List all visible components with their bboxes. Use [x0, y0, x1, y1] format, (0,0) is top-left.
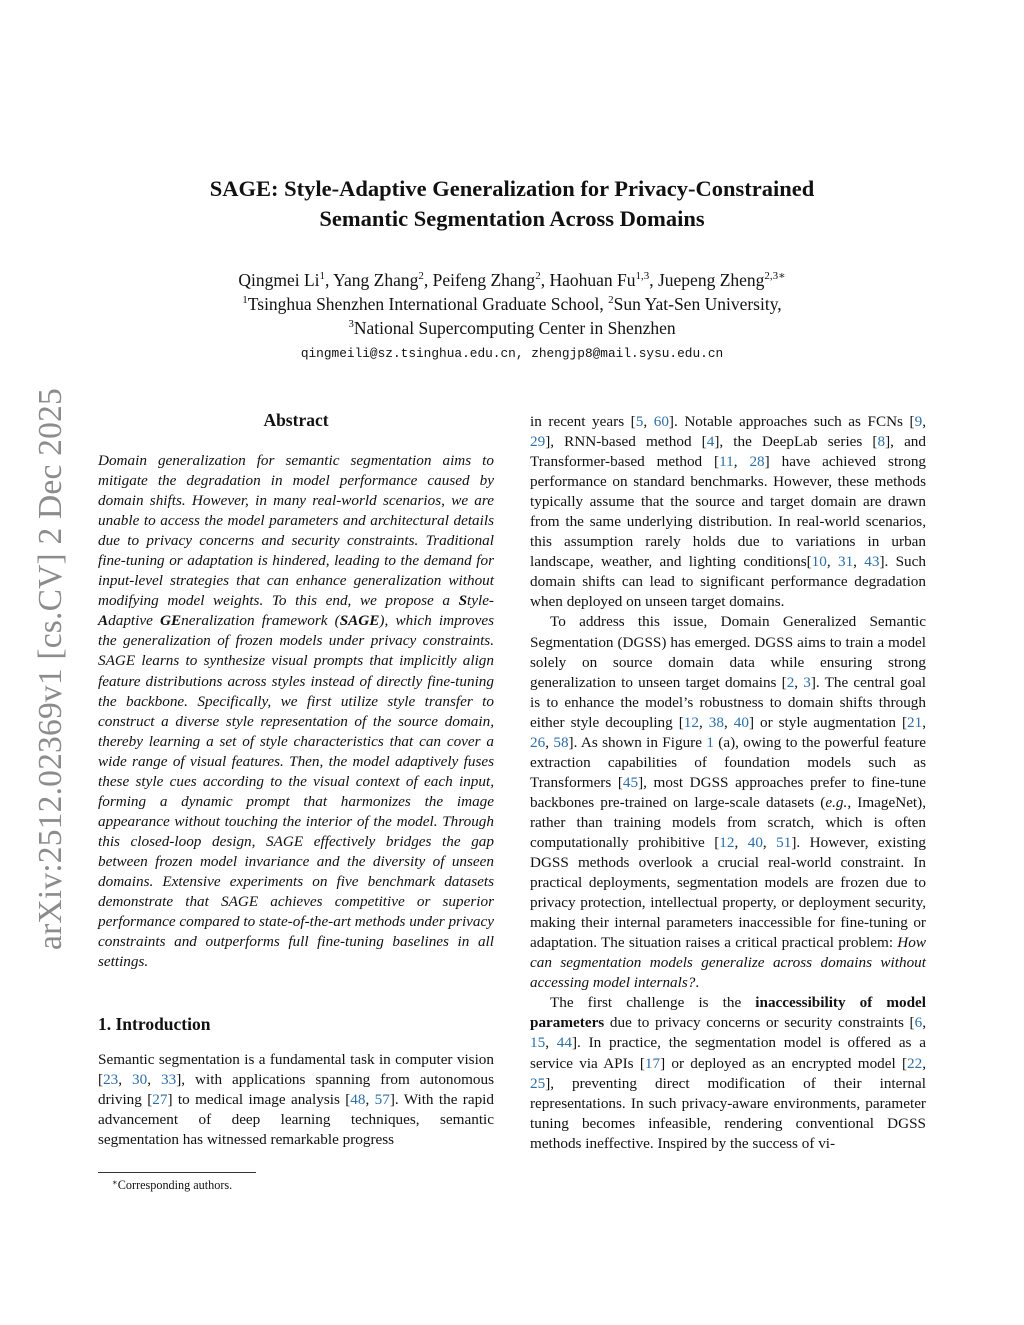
text-run: ], RNN-based method [ [545, 433, 707, 451]
paper-title [130, 174, 894, 234]
text-run: ]. Such domain shifts can lead to significant performance degradation when deployed on unseen target domains. [530, 553, 926, 611]
citation-link[interactable]: 31 [837, 553, 854, 571]
text-run: ], with applications spanning from autonomous driving [ [98, 1071, 495, 1109]
citation-link[interactable]: 45 [622, 773, 639, 791]
footnote-mark: ∗ [112, 1177, 118, 1187]
body-paragraph [530, 412, 926, 612]
bold-emphasis: inaccessibility of model parameters [530, 994, 926, 1032]
text-run: , [698, 713, 709, 731]
abstract-bold: S [458, 592, 468, 610]
footnote-text: Corresponding authors. [117, 1178, 233, 1192]
citation-link[interactable]: 15 [530, 1034, 546, 1052]
author-name: Yang Zhang [333, 270, 419, 290]
abstract-bold: SAGE [339, 612, 380, 630]
text-run: Semantic segmentation is a fundamental task in computer vision [ [98, 1051, 494, 1089]
citation-link[interactable]: 60 [653, 413, 669, 430]
text-run: , [545, 733, 554, 751]
abstract-part: daptive [108, 612, 161, 630]
citation-link[interactable]: 8 [877, 433, 886, 451]
citation-link[interactable]: 12 [683, 713, 699, 731]
text-run: ]. With the rapid advancement of deep learning techniques, semantic segmentation has witnessed remarkable progress [98, 1091, 494, 1149]
research-question: How can segmentation models generalize across domains without accessing model internals? [530, 934, 926, 992]
text-run: , [794, 673, 804, 691]
text-run: in recent years [ [530, 413, 636, 430]
citation-link[interactable]: 40 [747, 833, 763, 851]
citation-link[interactable]: 28 [749, 453, 765, 471]
citation-link[interactable]: 3 [803, 673, 811, 691]
citation-link[interactable]: 17 [644, 1054, 661, 1072]
text-run: ], most DGSS approaches prefer to fine-tune backbones pre-trained on large-scale datasets ( [530, 773, 926, 811]
text-run: , [922, 713, 927, 731]
affiliation-line-1 [110, 292, 914, 316]
abstract-text [98, 451, 494, 972]
text-run: , [545, 1034, 557, 1052]
author-name: Qingmei Li [238, 270, 320, 290]
citation-link[interactable]: 48 [350, 1091, 366, 1109]
body-paragraph [530, 993, 926, 1153]
citation-link[interactable]: 25 [530, 1074, 546, 1092]
text-run: ], preventing direct modification of their internal representations. In such privacy-aware environments, parameter tuning becomes infeasible, rendering conventional DGSS methods ineffective. Inspired by the success of vi- [530, 1074, 926, 1152]
author-list: Qingmei Li$^1$, Yang Zhang$^2$, Peifeng Zhang$^2$, Haohuan Fu$^{1,3}$, Juepeng Zheng$^{2,3∗}$ [238, 270, 786, 290]
citation-link[interactable]: 30 [132, 1071, 148, 1089]
citation-link[interactable]: 6 [914, 1014, 923, 1032]
figure-link[interactable]: 1 [706, 733, 714, 751]
section-heading-introduction: 1. Introduction [98, 1014, 211, 1035]
text-run: , [723, 713, 734, 731]
text-run: , [762, 833, 777, 851]
text-run: , [118, 1071, 133, 1089]
abstract-bold: GE [160, 612, 182, 630]
author-name: Peifeng Zhang [432, 270, 536, 290]
text-run: ], and Transformer-based method [ [530, 433, 926, 471]
affiliation-mark: 2 [608, 294, 614, 306]
abstract-bold: A [98, 612, 109, 630]
text-run: ]. The central goal is to enhance the model’s robustness to domain shifts through either style decoupling [ [530, 673, 927, 731]
abstract-part: Domain generalization for semantic segmentation aims to mitigate the degradation in model performance caused by domain shifts. However, in many real-world scenarios, we are unable to access the model parameters and architectural details due to privacy concerns and security constraints. Traditional fine-tuning or adaptation is hindered, leading to the demand for input-level strategies that can enhance generalization without modifying model weights. To this end, we propose a [98, 452, 494, 610]
citation-link[interactable]: 29 [530, 433, 546, 451]
citation-link[interactable]: 43 [864, 553, 880, 571]
text-run: To address this issue, Domain Generalized Semantic Segmentation (DGSS) has emerged. DGSS aims to train a model solely on source domain data while ensuring strong generalization to unseen target domains [ [530, 613, 926, 691]
text-run: , [922, 1014, 926, 1032]
affiliation-mark: 1 [242, 294, 248, 306]
text-run: (a), owing to the powerful feature extraction capabilities of foundation models such as Transformers [ [530, 733, 927, 791]
affiliation-line-2 [110, 316, 914, 340]
text-run: ]. Notable approaches such as FCNs [ [668, 413, 915, 430]
text-run: , [826, 553, 838, 571]
citation-link[interactable]: 10 [811, 553, 827, 571]
text-run: ]. As shown in Figure [568, 733, 707, 751]
text-run: , [365, 1091, 375, 1109]
citation-link[interactable]: 12 [719, 833, 735, 851]
author-block [110, 268, 914, 340]
text-run: ]. However, existing DGSS methods overlook a crucial real-world constraint. In practical deployments, segmentation models are frozen due to privacy protection, intellectual property, or deployment security, making their internal parameters inaccessible for fine-tuning or adaptation. The situation raises a critical practical problem: [530, 833, 927, 952]
author-affiliation-mark: 1,3 [635, 270, 650, 282]
citation-link[interactable]: 11 [719, 453, 734, 471]
text-run: , ImageNet), rather than training models from scratch, which is often computationally prohibitive [ [530, 793, 927, 851]
citation-link[interactable]: 26 [530, 733, 546, 751]
text-run: , [643, 413, 654, 430]
citation-link[interactable]: 22 [907, 1054, 923, 1072]
citation-link[interactable]: 40 [733, 713, 749, 731]
arxiv-identifier-stamp: arXiv:2512.02369v1 [cs.CV] 2 Dec 2025 [32, 388, 69, 950]
abstract-part: tyle- [467, 592, 494, 610]
author-affiliation-mark: 2 [535, 270, 541, 282]
affiliation-nscc: National Supercomputing Center in Shenzhen [353, 318, 676, 338]
title-line-2: Semantic Segmentation Across Domains [319, 206, 705, 231]
author-affiliation-mark: 2 [418, 270, 424, 282]
citation-link[interactable]: 9 [914, 413, 923, 430]
text-run: , [147, 1071, 162, 1089]
footnote-divider [98, 1172, 256, 1173]
right-column [530, 412, 926, 1154]
text-run: ] to medical image analysis [ [167, 1091, 351, 1109]
citation-link[interactable]: 4 [706, 433, 715, 451]
left-column [98, 408, 494, 1150]
abstract-part: ), which improves the generalization of frozen models under privacy constraints. SAGE learns to synthesize visual prompts that implicitly align feature distributions across styles instead of directly fine-tuning the backbone. Specifically, we first utilize style transfer to construct a diverse style representation of the source domain, thereby learning a set of style characteristics that can cover a wide range of visual features. Then, the model adaptively fuses these style cues according to the visual context of each input, forming a dynamic prompt that harmonizes the image appearance without touching the interior of the model. Through this closed-loop design, SAGE effectively bridges the gap between frozen model invariance and the diversity of unseen domains. Extensive experiments on five benchmark datasets demonstrate that SAGE achieves competitive or superior performance compared to state-of-the-art methods under privacy constraints and outperforms full fine-tuning baselines in all settings. [98, 612, 494, 971]
citation-link[interactable]: 38 [708, 713, 724, 731]
text-run: ] or style augmentation [ [748, 713, 908, 731]
citation-link[interactable]: 21 [907, 713, 923, 731]
text-run: ], the DeepLab series [ [714, 433, 878, 451]
citation-link[interactable]: 51 [776, 833, 792, 851]
text-run: , [733, 453, 750, 471]
citation-link[interactable]: 33 [161, 1071, 177, 1089]
author-name: Juepeng Zheng [657, 270, 765, 290]
text-run: , [853, 553, 865, 571]
body-paragraph [530, 612, 926, 993]
author-emails: qingmeili@sz.tsinghua.edu.cn, zhengjp8@mail.sysu.edu.cn [300, 346, 724, 361]
author-affiliation-mark: 2,3∗ [764, 270, 786, 282]
abstract-part: neralization framework ( [181, 612, 340, 630]
italic-abbrev: e.g. [825, 793, 848, 811]
text-run: ]. In practice, the segmentation model is offered as a service via APIs [ [530, 1034, 926, 1072]
footnote [112, 1177, 232, 1193]
text-run: , [734, 833, 748, 851]
title-line-1: SAGE: Style-Adaptive Generalization for Privacy-Constrained [209, 176, 815, 201]
text-run: due to privacy concerns or security constraints [ [604, 1014, 915, 1032]
citation-link[interactable]: 27 [152, 1091, 168, 1109]
affiliation-sysu: Sun Yat-Sen University, [613, 294, 782, 314]
citation-link[interactable]: 5 [635, 413, 644, 430]
text-run: . [695, 974, 700, 992]
author-affiliation-mark: 1 [319, 270, 326, 282]
affiliation-tsinghua: Tsinghua Shenzhen International Graduate School, [247, 294, 604, 314]
text-run: The first challenge is the [550, 994, 756, 1012]
citation-link[interactable]: 23 [103, 1071, 119, 1089]
text-run: , [922, 1054, 926, 1072]
abstract-heading: Abstract [263, 410, 329, 430]
citation-link[interactable]: 58 [553, 733, 569, 751]
citation-link[interactable]: 2 [786, 673, 795, 691]
affiliation-mark: 3 [348, 318, 354, 330]
citation-link[interactable]: 44 [556, 1034, 572, 1052]
intro-paragraph [98, 1050, 494, 1150]
author-name: Haohuan Fu [549, 270, 636, 290]
text-run: , [922, 413, 926, 430]
text-run: ] or deployed as an encrypted model [ [660, 1054, 908, 1072]
text-run: ] have achieved strong performance on standard benchmarks. However, these methods typically assume that the source and target domain are drawn from the same underlying distribution. In real-world scenarios, this assumption rarely holds due to variations in urban landscape, weather, and lighting conditions[ [530, 453, 927, 571]
citation-link[interactable]: 57 [374, 1091, 390, 1109]
